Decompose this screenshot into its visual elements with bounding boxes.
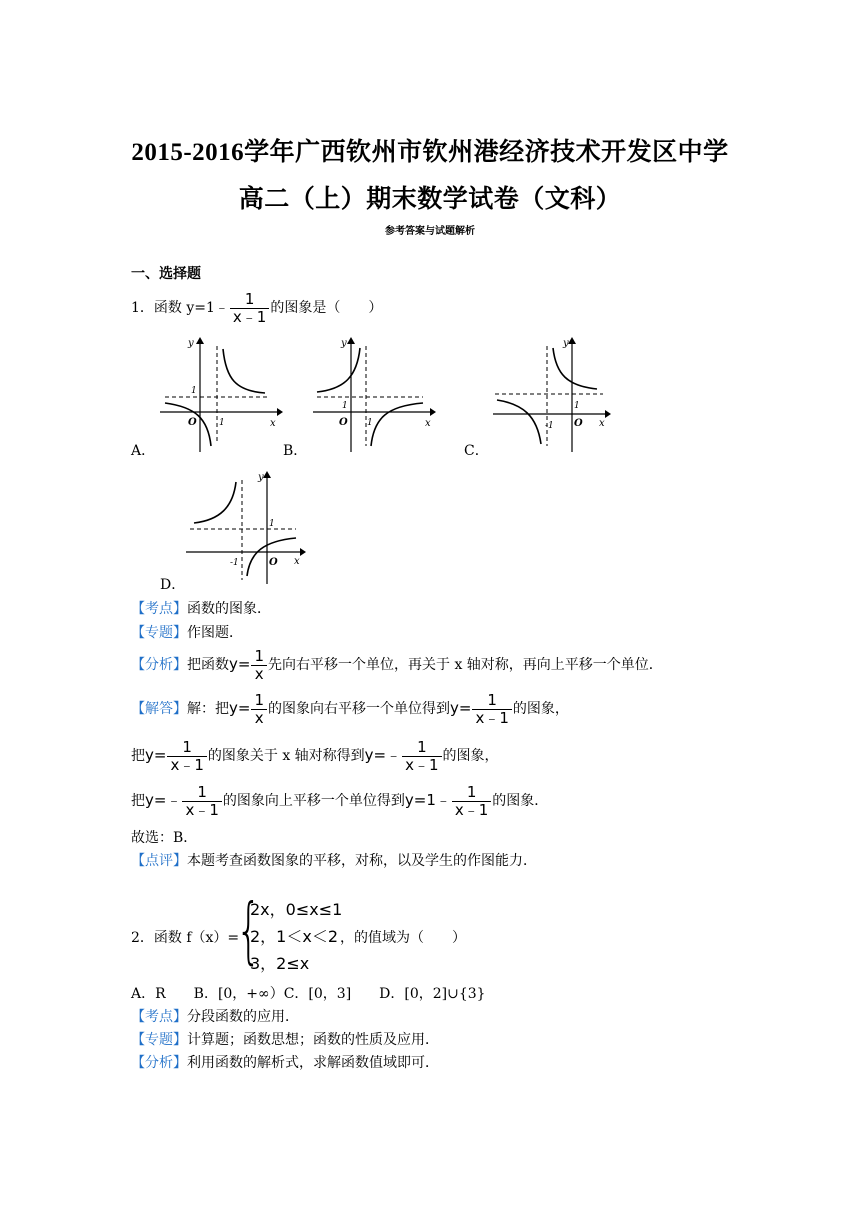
q2-kaodian-tag: 【考点】 — [131, 1009, 187, 1025]
q1-jieda-line-3 — [131, 781, 548, 820]
q1-jieda-l2-den2: x﹣1 — [402, 756, 441, 774]
graph-d-tick-neg1-x: -1 — [230, 558, 239, 568]
graph-a-right-branch — [223, 349, 265, 393]
q1-option-c: C． — [464, 443, 489, 459]
q1-stem-prefix: 1．函数 y=1﹣ — [131, 300, 229, 316]
q2-zhuanti-text: 计算题；函数思想；函数的性质及应用． — [187, 1032, 439, 1048]
graph-a — [150, 334, 285, 456]
graph-d-x-arrow — [300, 548, 306, 556]
q1-jieda-l2-num2: 1 — [417, 737, 427, 756]
q1-jieda-l3-frac2 — [452, 784, 491, 819]
q1-jieda-l3-eq2: y=1﹣ — [404, 791, 451, 809]
q1-jieda-l3-den: x﹣1 — [182, 801, 221, 819]
graph-c — [485, 334, 620, 456]
q1-fenxi-post: 先向右平移一个单位，再关于 x 轴对称，再向上平移一个单位． — [268, 657, 663, 673]
q1-jieda-l2-eq2: y=﹣ — [364, 746, 402, 764]
graph-c-x-label: x — [599, 418, 605, 429]
q1-jieda-l2-a: 把 — [131, 748, 145, 764]
graph-c-origin-label: O — [574, 418, 583, 429]
q1-kaodian — [131, 599, 271, 619]
q1-jieda-l2-b: 的图象关于 x 轴对称得到 — [207, 748, 365, 764]
graph-c-tick-1-y: 1 — [574, 401, 580, 411]
graph-b — [305, 334, 440, 456]
q1-jieda-l3-b: 的图象向上平移一个单位得到 — [222, 793, 405, 809]
graph-a-origin-label: O — [188, 417, 197, 428]
q1-jieda-l3-a: 把 — [131, 793, 145, 809]
q2-options: A．R B．[0，+∞）C．[0，3] D．[0，2]∪{3} — [131, 986, 486, 1002]
graph-b-left-branch — [317, 348, 360, 392]
q1-answer: 故选：B． — [131, 830, 198, 846]
q2-kaodian-text: 分段函数的应用． — [187, 1009, 299, 1025]
q1-jieda-l3-num2: 1 — [466, 782, 477, 801]
graph-a-tick-1-x: 1 — [219, 418, 225, 428]
q1-jieda-l1-num2: 1 — [487, 690, 497, 709]
q2-stem-suffix: ，的值域为（ ） — [340, 930, 466, 946]
q1-kaodian-text: 函数的图象． — [187, 601, 271, 617]
graph-c-y-arrow — [568, 337, 576, 344]
section-heading: 一、选择题 — [131, 266, 201, 282]
q1-jieda-l2-den: x﹣1 — [167, 756, 206, 774]
graph-b-right-branch — [371, 403, 423, 446]
q1-jieda-l2-num: 1 — [182, 737, 192, 756]
q1-jieda-l1-den: x — [251, 709, 267, 727]
q1-fenxi-eq: y= — [229, 655, 251, 673]
q2-zhuanti — [131, 1030, 439, 1050]
graph-b-tick-1-y: 1 — [342, 401, 348, 411]
q2-piece-1: 2x，0≤x≤1 — [250, 900, 343, 919]
graph-c-right-branch — [553, 348, 597, 389]
q1-dianping-tag: 【点评】 — [131, 853, 187, 869]
q1-stem-suffix: 的图象是（ ） — [270, 300, 383, 316]
q1-option-d: D． — [160, 577, 186, 593]
graph-a-x-arrow — [277, 408, 283, 416]
q2-brace: { — [236, 888, 262, 972]
graph-d-y-label: y — [258, 472, 264, 483]
graph-a-y-arrow — [196, 337, 204, 344]
q1-jieda-l2-c: 的图象， — [442, 748, 499, 764]
q1-zhuanti-text: 作图题． — [187, 625, 243, 641]
graph-b-y-label: y — [341, 338, 347, 349]
q2-fenxi-text: 利用函数的解析式，求解函数值域即可． — [187, 1055, 439, 1071]
q1-jieda-line-2 — [131, 736, 499, 775]
q1-stem-frac-num: 1 — [244, 289, 255, 308]
q1-kaodian-tag: 【考点】 — [131, 601, 187, 617]
graph-b-origin-label: O — [339, 417, 348, 428]
q1-jieda-l1-num: 1 — [254, 690, 264, 709]
q1-jieda-l3-eq: y=﹣ — [145, 791, 182, 809]
q2-fenxi — [131, 1053, 439, 1073]
q1-jieda-l1-den2: x﹣1 — [472, 709, 511, 727]
graph-d-y-arrow — [263, 471, 271, 478]
graph-a-x-label: x — [270, 418, 276, 429]
graph-c-tick-neg1-x: -1 — [545, 421, 554, 431]
q1-zhuanti — [131, 623, 243, 643]
q1-jieda-l3-c: 的图象． — [492, 793, 549, 809]
q2-piece-2: 2，1＜x＜2 — [250, 927, 339, 946]
q1-dianping-text: 本题考查函数图象的平移，对称，以及学生的作图能力． — [187, 853, 537, 869]
q1-fenxi-tag: 【分析】 — [131, 657, 187, 673]
q1-jieda-tag: 【解答】 — [131, 701, 187, 717]
graph-b-x-arrow — [430, 408, 436, 416]
q1-jieda-l2-frac2 — [402, 739, 441, 774]
q2-piecewise — [250, 896, 342, 977]
q1-fenxi — [131, 645, 663, 684]
q1-jieda-l2-eq: y= — [145, 746, 167, 764]
q1-jieda-l2-frac — [167, 739, 206, 774]
graph-c-y-label: y — [563, 338, 569, 349]
q2-piece-3: 3，2≤x — [250, 954, 310, 973]
q1-jieda-l3-den2: x﹣1 — [452, 801, 491, 819]
q2-stem-prefix: 2．函数 f（x）= — [131, 930, 240, 946]
q1-jieda-l1-eq: y= — [229, 699, 251, 717]
q1-fenxi-pre: 把函数 — [187, 657, 229, 673]
graph-d — [180, 466, 315, 588]
q1-jieda-l1-c: 的图象， — [512, 701, 569, 717]
q1-jieda-l1-eq2: y= — [450, 699, 472, 717]
q1-jieda-l1-a: 解：把 — [187, 701, 229, 717]
q1-fenxi-num: 1 — [254, 646, 264, 665]
graph-b-x-label: x — [425, 418, 431, 429]
q1-jieda-l1-frac — [251, 692, 267, 727]
q1-option-b: B． — [283, 443, 308, 459]
q1-zhuanti-tag: 【专题】 — [131, 625, 187, 641]
graph-b-tick-1-x: 1 — [367, 418, 373, 428]
graph-b-y-arrow — [347, 337, 355, 344]
graph-d-x-label: x — [294, 556, 300, 567]
q1-stem — [131, 290, 382, 326]
q1-jieda-l1-frac2 — [472, 692, 511, 727]
graph-c-x-arrow — [605, 410, 611, 418]
title-line-1: 2015-2016学年广西钦州市钦州港经济技术开发区中学 — [131, 139, 729, 166]
q1-fenxi-fraction — [251, 648, 267, 683]
q2-zhuanti-tag: 【专题】 — [131, 1032, 187, 1048]
q2-fenxi-tag: 【分析】 — [131, 1055, 187, 1071]
q1-jieda-line-1 — [131, 689, 569, 728]
graph-c-left-branch — [497, 400, 541, 444]
q1-dianping — [131, 851, 537, 871]
graph-a-y-label: y — [188, 338, 194, 349]
graph-d-left-branch — [194, 482, 236, 523]
graph-a-tick-1-y: 1 — [191, 386, 197, 396]
q1-fenxi-den: x — [251, 665, 267, 683]
q1-stem-frac-den: x﹣1 — [230, 308, 269, 326]
subtitle: 参考答案与试题解析 — [385, 226, 475, 237]
q1-stem-fraction — [230, 291, 269, 326]
title-line-2: 高二（上）期末数学试卷（文科） — [238, 186, 622, 213]
q1-jieda-l1-b: 的图象向右平移一个单位得到 — [268, 701, 450, 717]
q1-jieda-l3-frac — [182, 784, 221, 819]
q2-kaodian — [131, 1007, 299, 1027]
q1-jieda-l3-num: 1 — [197, 782, 207, 801]
graph-d-origin-label: O — [269, 557, 278, 568]
q1-option-a: A． — [131, 443, 156, 459]
graph-d-tick-1-y: 1 — [269, 519, 275, 529]
